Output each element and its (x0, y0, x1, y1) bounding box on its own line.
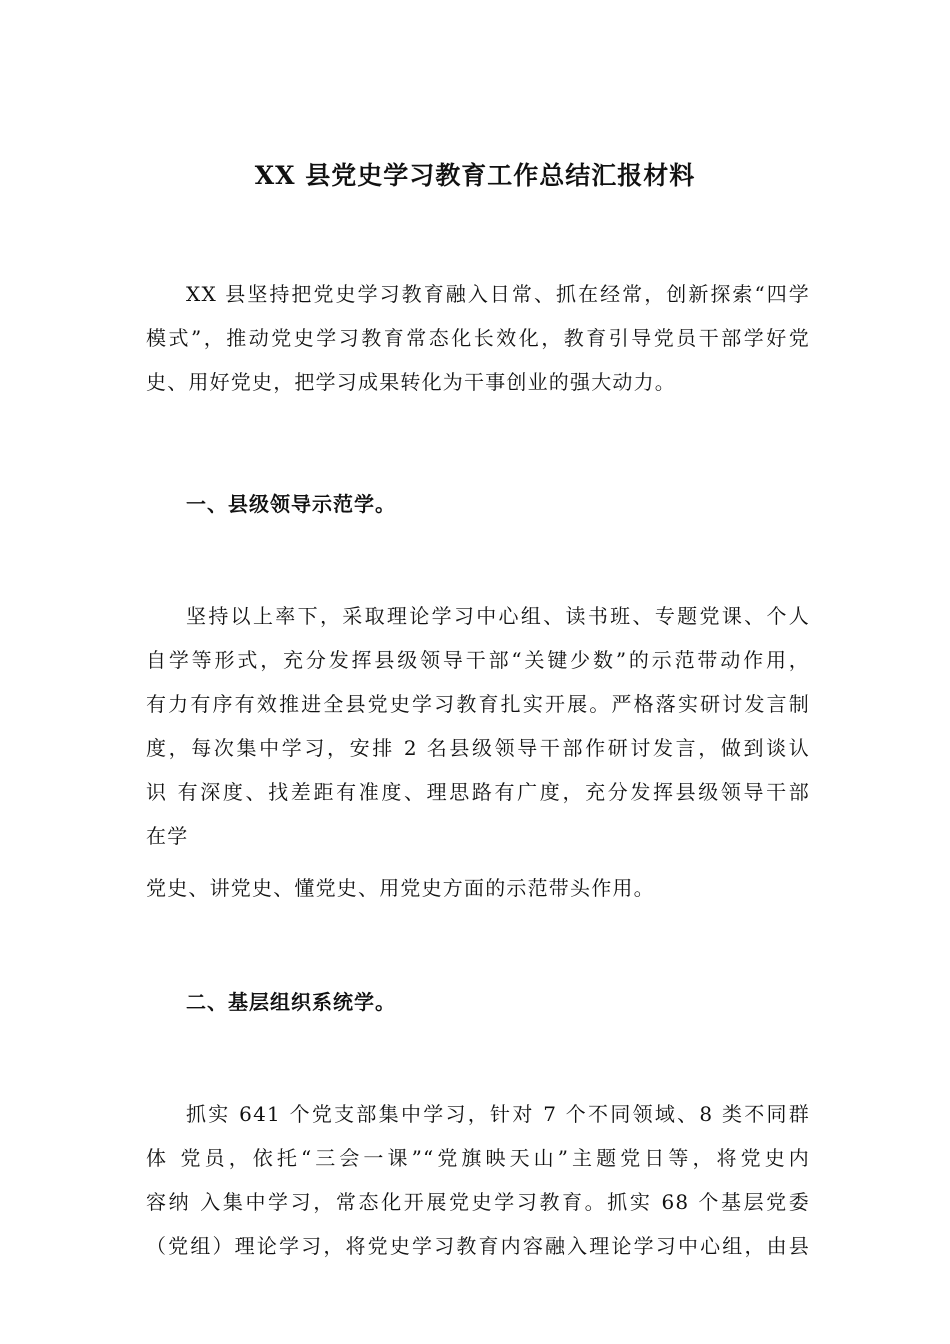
intro-line-2: 模式”，推动党史学习教育常态化长效化，教育引导党员干部学好党 (146, 326, 810, 350)
section2-line-3: 容纳 入集中学习，常态化开展党史学习教育。抓实 68 个基层党委 (146, 1190, 810, 1214)
intro-line-3: 史、用好党史，把学习成果转化为干事创业的强大动力。 (146, 370, 676, 394)
section1-continuation (146, 866, 810, 910)
section1-line-3: 有力有序有效推进全县党史学习教育扎实开展。严格落实研讨发言制 (146, 692, 810, 716)
section1-paragraph (146, 594, 810, 858)
section1-line-2: 自学等形式，充分发挥县级领导干部“关键少数”的示范带动作用， (146, 648, 810, 672)
section2-line-2: 体 党员，依托“三会一课”“党旗映天山”主题党日等，将党史内 (146, 1146, 810, 1170)
document-title: XX 县党史学习教育工作总结汇报材料 (254, 161, 696, 190)
section2-line-4: （党组）理论学习，将党史学习教育内容融入理论学习中心组，由县 (146, 1234, 810, 1258)
section1-line-4: 度，每次集中学习，安排 2 名县级领导干部作研讨发言，做到谈认 (146, 736, 810, 760)
section2-line-1: 抓实 641 个党支部集中学习，针对 7 个不同领域、8 类不同群 (186, 1102, 810, 1126)
intro-paragraph (146, 272, 810, 404)
section1-heading: 一、县级领导示范学。 (186, 492, 396, 516)
section1-line-1: 坚持以上率下，采取理论学习中心组、读书班、专题党课、个人 (186, 604, 810, 628)
section1-continuation-line: 党史、讲党史、懂党史、用党史方面的示范带头作用。 (146, 876, 655, 900)
intro-line-1: XX 县坚持把党史学习教育融入日常、抓在经常，创新探索“四学 (186, 282, 810, 306)
section1-line-6: 在学 (146, 824, 189, 848)
section2-heading: 二、基层组织系统学。 (186, 990, 396, 1014)
section1-line-5: 识 有深度、找差距有准度、理思路有广度，充分发挥县级领导干部 (146, 780, 810, 804)
section2-paragraph (146, 1092, 810, 1268)
